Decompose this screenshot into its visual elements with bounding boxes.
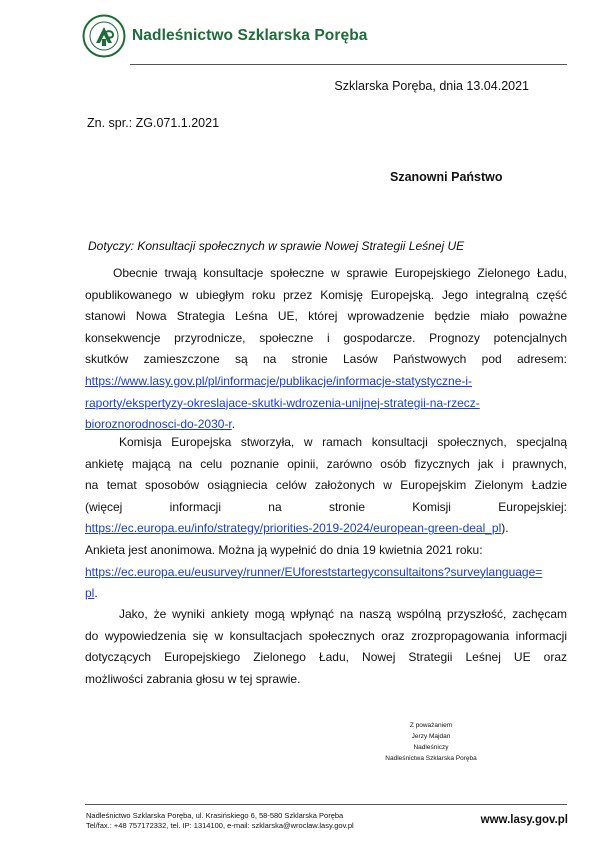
subject-line: Dotyczy: Konsultacji społecznych w sprawie Nowej Strategii Leśnej UE bbox=[88, 239, 465, 253]
footer-website[interactable]: www.lasy.gov.pl bbox=[480, 814, 568, 826]
signatory-name: Jerzy Majdan bbox=[411, 733, 451, 740]
signature-closing: Z poważaniem bbox=[409, 722, 453, 729]
paragraph-3 bbox=[85, 604, 567, 690]
paragraph-line: Komisja Europejska stworzyła, w ramach konsultacji społecznych, specjalną bbox=[119, 435, 567, 449]
lasy-report-link[interactable]: raporty/ekspertyzy-okreslajace-skutki-wdrozenia-unijnej-strategii-na-rzecz- bbox=[85, 395, 480, 410]
paragraph-line: ankietę mającą na celu poznanie opinii, zarówno osób fizycznych jak i prawnych, bbox=[85, 456, 567, 471]
paragraph-line: stanowi Nowa Strategia Leśna UE, której wprowadzenie będzie miało poważne bbox=[85, 309, 567, 324]
place-and-date: Szklarska Poręba, dnia 13.04.2021 bbox=[334, 79, 529, 93]
paragraph-line: na temat sposobów osiągniecia celów założonych w Europejskim Zielonym Ładzie bbox=[85, 478, 567, 493]
european-green-deal-link[interactable]: https://ec.europa.eu/info/strategy/priorities-2019-2024/european-green-deal_pl bbox=[85, 521, 502, 536]
paragraph-line: możliwości zabrania głosu w tej sprawie. bbox=[85, 671, 301, 686]
paragraph-1 bbox=[85, 263, 567, 436]
paragraph-line: Obecnie trwają konsultacje społeczne w sprawie Europejskiego Zielonego Ładu, bbox=[113, 266, 567, 280]
footer-address-line: Nadleśnictwo Szklarska Poręba, ul. Krasińskiego 6, 58-580 Szklarska Poręba bbox=[86, 811, 344, 820]
paragraph-line: dotyczących Europejskiego Zielonego Ładu, Nowej Strategii Leśnej UE oraz bbox=[85, 650, 567, 665]
organization-name: Nadleśnictwo Szklarska Poręba bbox=[132, 27, 368, 44]
paragraph-line: opublikowanego w ubiegłym roku przez Komisję Europejską. Jego integralną część bbox=[85, 287, 567, 302]
header-divider bbox=[130, 64, 567, 65]
letterhead bbox=[82, 14, 368, 58]
lasy-report-link[interactable]: https://www.lasy.gov.pl/pl/informacje/publikacje/informacje-statystyczne-i- bbox=[85, 373, 473, 388]
paragraph-line: Jako, że wyniki ankiety mogą wpłynąć na naszą wspólną przyszłość, zachęcam bbox=[119, 607, 567, 621]
reference-number: Zn. spr.: ZG.071.1.2021 bbox=[87, 116, 220, 130]
footer-divider bbox=[85, 804, 567, 805]
paragraph-line: do wypowiedzenia się w konsultacjach społecznych oraz zrozpropagowania informacji bbox=[85, 628, 567, 643]
footer-address bbox=[86, 811, 354, 831]
signature-block bbox=[370, 720, 492, 764]
punctuation: ). bbox=[501, 521, 509, 536]
paragraph-line: Ankieta jest anonimowa. Można ją wypełnić do dnia 19 kwietnia 2021 roku: bbox=[85, 542, 483, 557]
lasy-panstwowe-logo-icon bbox=[82, 14, 126, 58]
salutation: Szanowni Państwo bbox=[390, 170, 503, 184]
punctuation: . bbox=[94, 586, 98, 601]
signatory-title: Nadleśniczy bbox=[413, 744, 449, 751]
paragraph-2 bbox=[85, 432, 567, 605]
paragraph-line: skutków zamieszczone są na stronie Lasów Państwowych pod adresem: bbox=[85, 352, 567, 367]
punctuation: . bbox=[231, 417, 236, 432]
paragraph-line: (więcej informacji na stronie Komisji Europejskiej: bbox=[85, 499, 567, 514]
footer-contact-line: Tel/fax.: +48 757172332, tel. IP: 1314100, e-mail: szklarska@wroclaw.lasy.gov.pl bbox=[86, 821, 354, 830]
signatory-organization: Nadleśnictwa Szklarska Poręba bbox=[385, 755, 477, 762]
paragraph-line: konsekwencje przyrodnicze, społeczne i gospodarcze. Prognozy potencjalnych bbox=[85, 330, 567, 345]
eu-survey-link[interactable]: https://ec.europa.eu/eusurvey/runner/EUforeststartegyconsultaitons?surveylanguage= bbox=[85, 564, 543, 579]
eu-survey-link[interactable]: pl bbox=[85, 586, 95, 601]
lasy-report-link[interactable]: bioroznorodnosci-do-2030-r bbox=[85, 417, 232, 432]
